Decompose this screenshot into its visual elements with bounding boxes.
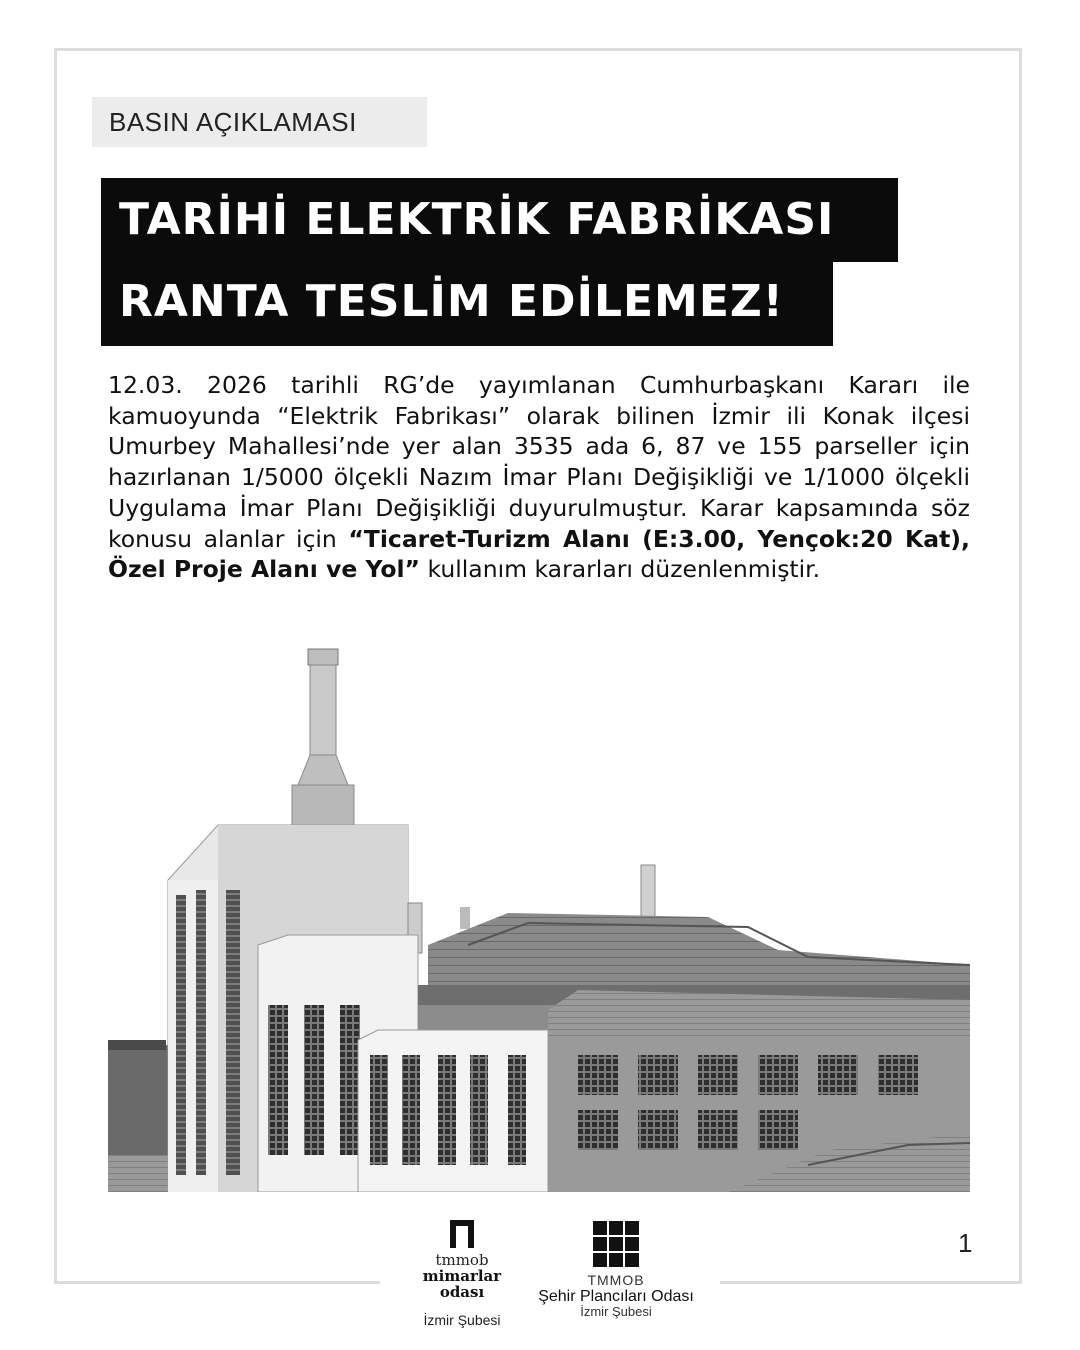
logo1-line3: odası <box>439 1283 485 1301</box>
mimarlar-odasi-logo <box>410 1218 514 1328</box>
body-text-part-1: 12.03. 2026 tarihli RG’de yayımlanan Cumhurbaşkanı Kararı ile kamuoyunda “Elektrik Fabrikası” olarak bilinen İzmir ili Konak ilçesi Umurbey Mahallesi’nde yer alan 3535 ada 6, 87 ve 155 parseller için hazırlanan 1/5000 ölçekli Nazım İmar Planı Değişikliği ve 1/1000 ölçekli Uygulama İmar Planı Değişikliği duyurulmuştur. Karar kapsamında söz konusu alanlar için <box>108 371 970 553</box>
headline-line-2: RANTA TESLİM EDİLEMEZ! <box>101 262 833 346</box>
body-text-part-2: kullanım kararları düzenlenmiştir. <box>419 555 821 584</box>
factory-photo <box>108 645 970 1192</box>
logo1-branch: İzmir Şubesi <box>423 1312 501 1328</box>
logo1-line2: mimarlar <box>422 1267 502 1285</box>
logo2-line2: Şehir Plancıları Odası <box>538 1288 694 1305</box>
sehir-plancilari-grid-icon <box>593 1221 639 1267</box>
logo2-branch: İzmir Şubesi <box>580 1304 652 1319</box>
mimarlar-odasi-mark-icon <box>448 1218 476 1248</box>
logo1-line1: tmmob <box>435 1251 489 1269</box>
body-paragraph <box>108 370 970 585</box>
press-release-tag: BASIN AÇIKLAMASI <box>92 97 427 147</box>
logo2-line1: TMMOB <box>587 1272 645 1288</box>
sehir-plancilari-odasi-logo <box>528 1221 704 1319</box>
headline-line-1: TARİHİ ELEKTRİK FABRİKASI <box>101 178 898 262</box>
body-text-bold: “Ticaret-Turizm Alanı (E:3.00, Yençok:20 Kat), Özel Proje Alanı ve Yol” <box>108 524 970 584</box>
page-number: 1 <box>958 1228 973 1258</box>
